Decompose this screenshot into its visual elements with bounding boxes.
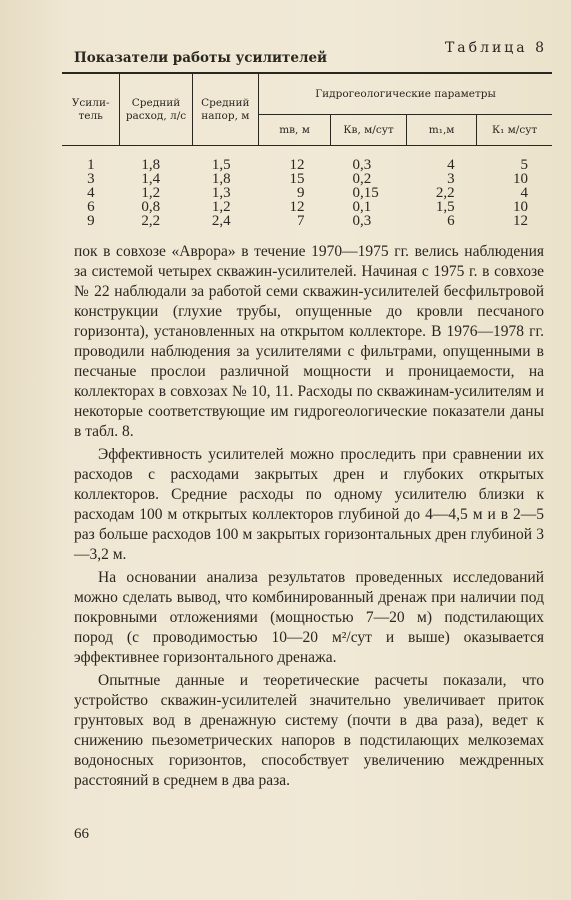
table-cell: 1,5 bbox=[435, 199, 455, 215]
table-cell: 12 bbox=[289, 199, 305, 215]
table-number: Таблица 8 bbox=[444, 40, 547, 56]
table-cell: 1,8 bbox=[141, 157, 161, 173]
table-row bbox=[62, 214, 552, 228]
table-cell: 7 bbox=[297, 213, 305, 229]
table-cell: 2,2 bbox=[435, 185, 455, 201]
header-amplifier: Усили- тель bbox=[62, 73, 120, 146]
table-body bbox=[62, 146, 552, 229]
table-cell: 0,2 bbox=[352, 171, 372, 187]
table-cell: 9 bbox=[87, 213, 95, 229]
table-row bbox=[62, 186, 552, 200]
table-cell: 12 bbox=[513, 213, 528, 229]
table-cell: 10 bbox=[513, 171, 528, 187]
table-cell: 6 bbox=[87, 199, 95, 215]
header-hydro-params: Гидрогеологические параметры bbox=[259, 73, 552, 115]
header-avg-flow: Средний расход, л/с bbox=[120, 73, 192, 146]
table-cell: 6 bbox=[447, 213, 455, 229]
header-kv: Кв, м/сут bbox=[331, 115, 407, 146]
table-row bbox=[62, 200, 552, 214]
table-cell: 0,3 bbox=[352, 157, 372, 173]
table-cell: 0,15 bbox=[352, 185, 379, 201]
table-cell: 0,8 bbox=[141, 199, 161, 215]
body-text bbox=[74, 242, 544, 791]
paragraph: пок в совхозе «Аврора» в течение 1970—1975 гг. велись наблюдения за системой четырех скважин-усилителей. Начиная с 1975 г. в совхозе № 22 наблюдали за работой семи скважин-усилителей бесфильтровой конструкции (глухие трубы, опущенные до кровли песчаного горизонта), установленных на открытом коллекторе. В 1976—1978 гг. проводили наблюдения за усилителями с фильтрами, опущенными в песчаные прослои различной мощности и проницаемости, на коллекторах в совхозах № 10, 11. Расходы по скважинам-усилителям и некоторые соответствующие им гидрогеологические показатели даны в табл. 8. bbox=[74, 243, 544, 440]
header-m1: m₁,м bbox=[407, 115, 477, 146]
table-cell: 1,2 bbox=[141, 185, 161, 201]
table-cell: 3 bbox=[447, 171, 455, 187]
table-cell: 1 bbox=[87, 157, 95, 173]
table-cell: 1,2 bbox=[211, 199, 231, 215]
table-cell: 0,1 bbox=[352, 199, 372, 215]
table-cell: 1,5 bbox=[211, 157, 231, 173]
table-row bbox=[62, 146, 552, 173]
table-cell: 4 bbox=[447, 157, 455, 173]
paragraph: Эффективность усилителей можно проследить при сравнении их расходов с расходами закрытых дрен и глубоких открытых коллекторов. Средние расходы по одному усилителю близки к расходам 100 м открытых коллекторов глубиной до 4—4,5 м и в 2—5 раз больше расходов 100 м закрытых горизонтальных дрен глубиной 3—3,2 м. bbox=[74, 446, 544, 563]
paragraph: На основании анализа результатов проведенных исследований можно сделать вывод, что комбинированный дренаж при наличии под покровными отложениями (мощностью 7—20 м) подстилающих пород (с проводимостью 10—20 м²/сут и выше) оказывается эффективнее горизонтального дренажа. bbox=[74, 569, 544, 666]
table-cell: 1,4 bbox=[141, 171, 161, 187]
table-cell: 3 bbox=[87, 171, 95, 187]
table-cell: 0,3 bbox=[352, 213, 372, 229]
paragraph: Опытные данные и теоретические расчеты показали, что устройство скважин-усилителей значительно увеличивает приток грунтовых вод в дренажную систему (почти в два раза), ведет к снижению пьезометрических напоров в подстилающих мелкоземах водоносных горизонтов, способствует увеличению междренных расстояний в среднем в два раза. bbox=[74, 672, 544, 789]
table-row bbox=[62, 172, 552, 186]
table-title: Показатели работы усилителей bbox=[74, 50, 328, 66]
table-cell: 5 bbox=[520, 157, 528, 173]
table-cell: 4 bbox=[520, 185, 528, 201]
table-cell: 1,8 bbox=[211, 171, 231, 187]
table-cell: 4 bbox=[87, 185, 95, 201]
table-cell: 2,2 bbox=[141, 213, 161, 229]
header-avg-head: Средний напор, м bbox=[192, 73, 258, 146]
data-table bbox=[62, 72, 552, 228]
table-cell: 15 bbox=[289, 171, 305, 187]
page-number: 66 bbox=[74, 826, 89, 842]
header-k1: К₁ м/сут bbox=[477, 115, 552, 146]
table-cell: 9 bbox=[297, 185, 305, 201]
header-mv: mв, м bbox=[259, 115, 331, 146]
table-cell: 12 bbox=[289, 157, 305, 173]
table-cell: 10 bbox=[513, 199, 528, 215]
table-cell: 1,3 bbox=[211, 185, 231, 201]
table-cell: 2,4 bbox=[211, 213, 231, 229]
